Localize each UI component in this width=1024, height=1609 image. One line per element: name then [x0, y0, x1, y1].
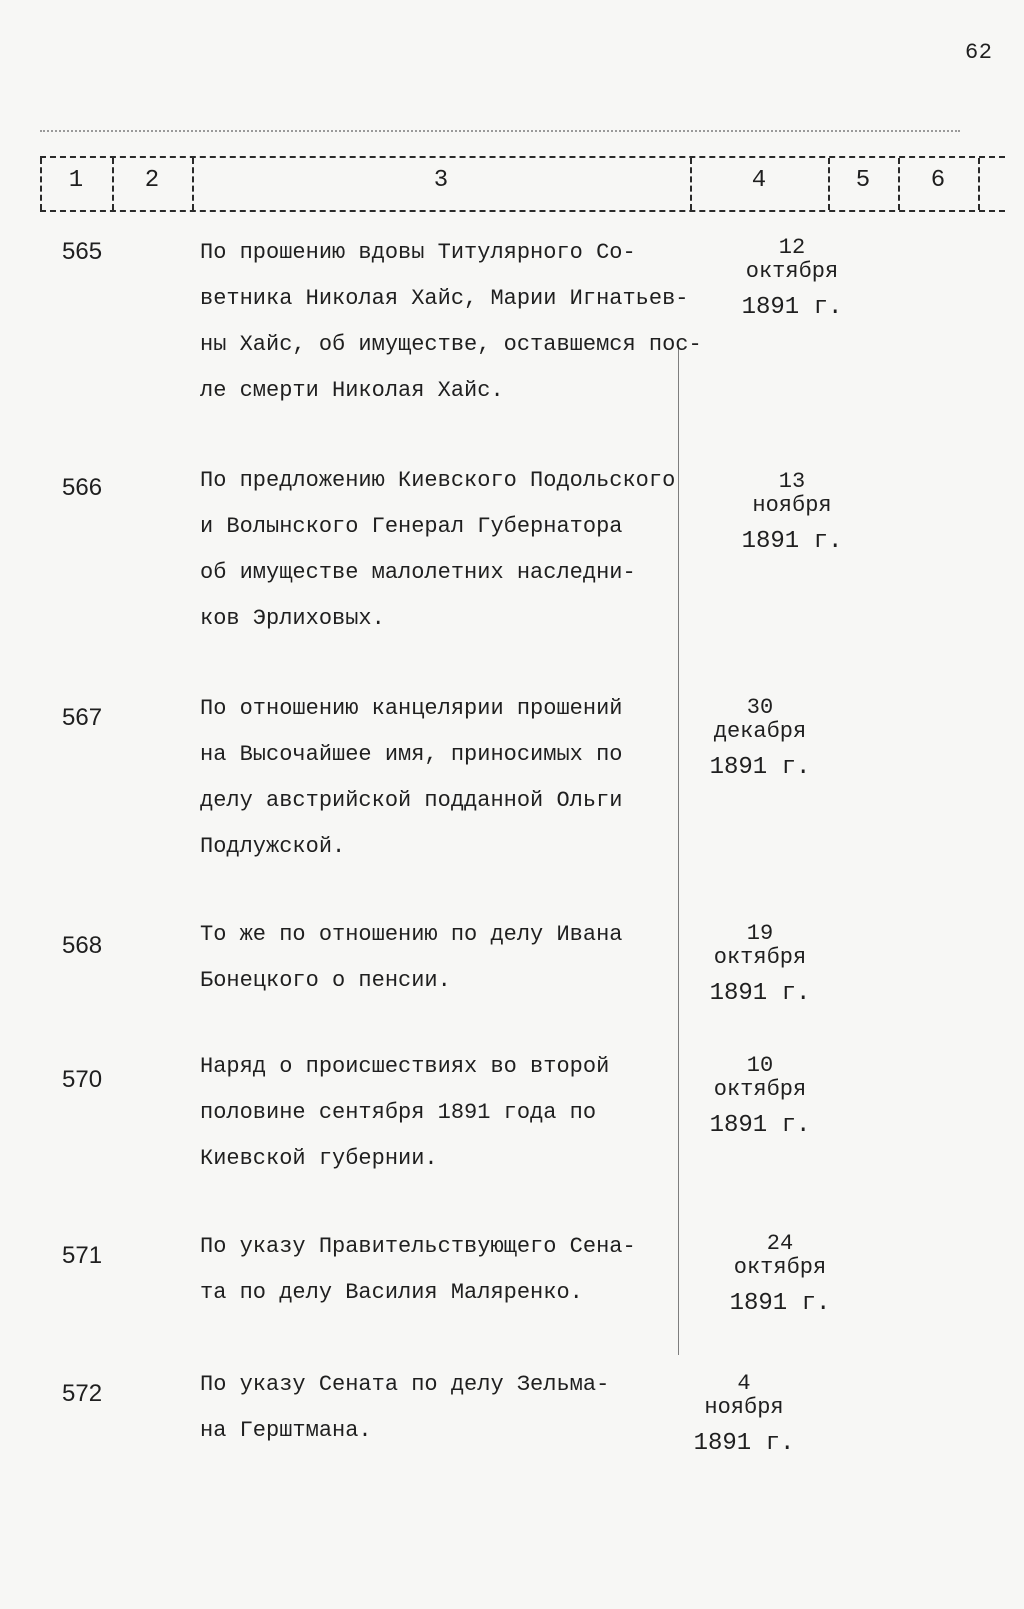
entry-date: [680, 696, 840, 780]
dotted-rule: [40, 130, 960, 132]
column-header-3: 3: [433, 167, 449, 194]
entry-number: 572: [62, 1380, 103, 1407]
column-header-4: 4: [751, 167, 767, 194]
entry-description: По предложению Киевского Подольского и Волынского Генерал Губернатора об имуществе малолетних наследни- ков Эрлиховых.: [200, 468, 676, 631]
date-month: ноября: [704, 1395, 784, 1420]
date-month: октября: [713, 945, 807, 970]
date-month: октября: [745, 259, 839, 284]
entry-description: По указу Сената по делу Зельма- на Герштмана.: [200, 1372, 610, 1443]
date-month: ноября: [752, 493, 832, 518]
entry-number: 567: [62, 704, 103, 731]
date-month: декабря: [713, 719, 807, 744]
date-year: 1891 г.: [709, 980, 811, 1007]
column-header-1: 1: [68, 167, 84, 194]
column-header-5: 5: [855, 167, 871, 194]
date-day: 13: [778, 469, 806, 494]
date-year: 1891 г.: [709, 1112, 811, 1139]
entry-number: 565: [62, 238, 103, 265]
entry-date: [700, 1232, 860, 1316]
entry-description: По отношению канцелярии прошений на Высочайшее имя, приносимых по делу австрийской подданной Ольги Подлужской.: [200, 696, 623, 859]
entry-date: [712, 236, 872, 320]
entry-description: По указу Правительствующего Сена- та по делу Василия Маляренко.: [200, 1234, 636, 1305]
page-number: 62: [965, 40, 993, 65]
entry-description: То же по отношению по делу Ивана Бонецкого о пенсии.: [200, 922, 623, 993]
column-header-2: 2: [144, 167, 160, 194]
date-day: 30: [746, 695, 774, 720]
entry-date: [664, 1372, 824, 1456]
entry-number: 566: [62, 474, 103, 501]
date-year: 1891 г.: [729, 1290, 831, 1317]
entry-description: Наряд о происшествиях во второй половине сентября 1891 года по Киевской губернии.: [200, 1054, 610, 1171]
column-header-row: [40, 156, 1005, 212]
date-day: 19: [746, 921, 774, 946]
date-year: 1891 г.: [741, 528, 843, 555]
entry-description: По прошению вдовы Титулярного Со- ветника Николая Хайс, Марии Игнатьев- ны Хайс, об имуществе, оставшемся пос- ле смерти Николая Хайс.: [200, 240, 702, 403]
date-year: 1891 г.: [741, 294, 843, 321]
entry-date: [712, 470, 872, 554]
date-day: 12: [778, 235, 806, 260]
date-day: 4: [737, 1371, 751, 1396]
date-year: 1891 г.: [709, 754, 811, 781]
entry-number: 570: [62, 1066, 103, 1093]
entry-date: [680, 922, 840, 1006]
entry-number: 568: [62, 932, 103, 959]
date-year: 1891 г.: [693, 1430, 795, 1457]
date-month: октября: [713, 1077, 807, 1102]
date-day: 24: [766, 1231, 794, 1256]
column-header-6: 6: [930, 167, 946, 194]
entry-number: 571: [62, 1242, 103, 1269]
date-day: 10: [746, 1053, 774, 1078]
column-separator: [978, 158, 980, 210]
date-month: октября: [733, 1255, 827, 1280]
entry-date: [680, 1054, 840, 1138]
